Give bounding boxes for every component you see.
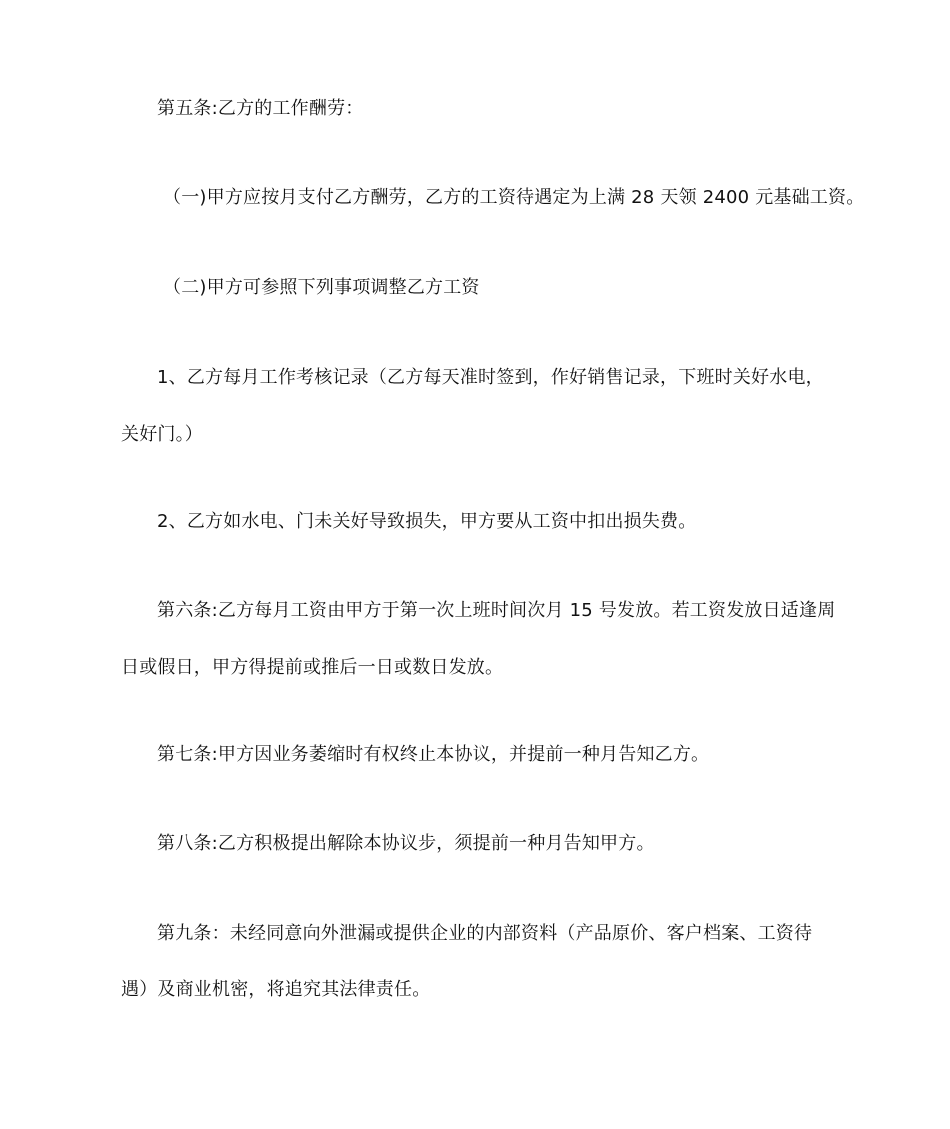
article-5-item-1: （一)甲方应按月支付乙方酬劳，乙方的工资待遇定为上满 28 天领 2400 元基础工资。 xyxy=(163,187,865,208)
article-6-line-2: 日或假日，甲方得提前或推后一日或数日发放。 xyxy=(121,657,504,678)
article-5-subitem-2: 2、乙方如水电、门未关好导致损失，甲方要从工资中扣出损失费。 xyxy=(157,511,697,532)
article-5-item-2: （二)甲方可参照下列事项调整乙方工资 xyxy=(163,277,480,298)
article-5-subitem-1-line-2: 关好门。） xyxy=(121,424,203,445)
article-7: 第七条:甲方因业务萎缩时有权终止本协议，并提前一种月告知乙方。 xyxy=(157,744,710,765)
article-5-subitem-1-line-1: 1、乙方每月工作考核记录（乙方每天准时签到，作好销售记录，下班时关好水电， xyxy=(157,367,824,388)
article-9-line-2: 遇）及商业机密，将追究其法律责任。 xyxy=(121,979,431,1000)
article-9-line-1: 第九条：未经同意向外泄漏或提供企业的内部资料（产品原价、客户档案、工资待 xyxy=(157,923,813,944)
article-8: 第八条:乙方积极提出解除本协议步，须提前一种月告知甲方。 xyxy=(157,833,655,854)
article-5-heading: 第五条:乙方的工作酬劳： xyxy=(157,98,364,119)
article-6-line-1: 第六条:乙方每月工资由甲方于第一次上班时间次月 15 号发放。若工资发放日适逢周 xyxy=(157,600,836,621)
